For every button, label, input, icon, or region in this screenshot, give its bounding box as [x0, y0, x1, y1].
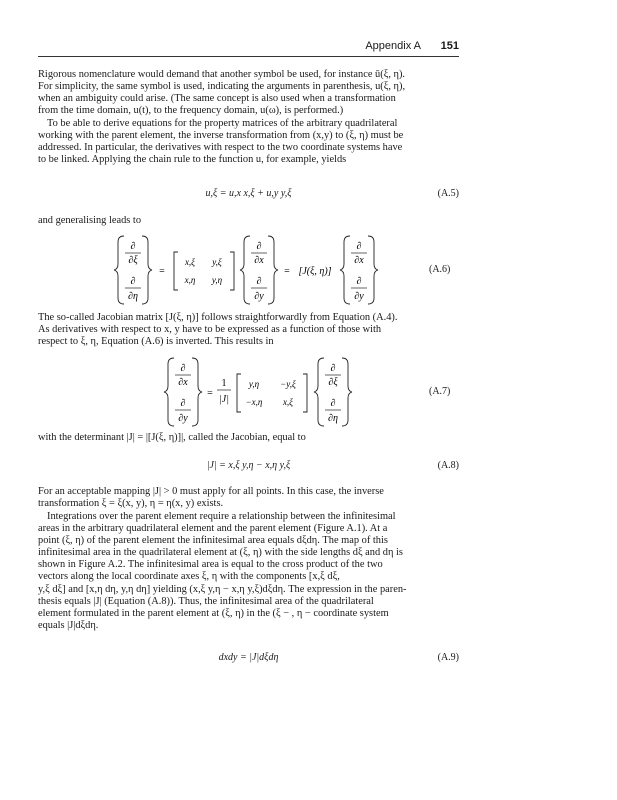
matrix-entry: x,ξ: [184, 257, 196, 267]
text-line: Integrations over the parent element require a relationship between the infinitesimal: [47, 511, 396, 522]
partial-xi: ∂ξ: [128, 255, 138, 266]
equation-a7: [160, 354, 380, 430]
matrix-entry: y,ξ: [212, 257, 222, 267]
text-line: For simplicity, the same symbol is used, indicating the arguments in parenthesis, u(ξ, η),: [38, 81, 406, 93]
text-line: respect to ξ, η, Equation (A.6) is inverted. This results in: [38, 336, 274, 348]
text-line: thesis equals |J| (Equation (A.8)). Thus, the infinitesimal area of the quadrilateral: [38, 595, 374, 607]
equation-number: (A.7): [429, 386, 451, 397]
partial-x: ∂x: [254, 255, 264, 266]
numerator-partial: ∂: [330, 398, 336, 409]
text-line: For an acceptable mapping |J| > 0 must apply for all points. In this case, the inverse: [38, 486, 384, 497]
paragraph-1: [38, 69, 459, 117]
partial-eta: ∂η: [328, 413, 338, 424]
matrix-entry: x,η: [184, 275, 196, 285]
paragraph-3: [38, 312, 459, 348]
text-line: To be able to derive equations for the property matrices of the arbitrary quadrilateral: [47, 118, 398, 129]
lead-in-a6: and generalising leads to: [38, 215, 142, 226]
equation-a9: [38, 652, 459, 666]
page-number: 151: [440, 40, 459, 52]
numerator-partial: ∂: [256, 276, 262, 287]
matrix-entry: x,ξ: [282, 397, 294, 407]
partial-y: ∂y: [254, 291, 264, 302]
numerator-partial: ∂: [130, 241, 136, 252]
lead-in-a8: with the determinant |J| = |[J(ξ, η)]|, called the Jacobian, equal to: [38, 432, 306, 443]
numerator-partial: ∂: [356, 276, 362, 287]
equation-a8: [38, 460, 459, 474]
text-line: areas in the arbitrary quadrilateral element and the parent element (Figure A.1). At a: [38, 523, 388, 535]
equation-a6: [110, 232, 400, 308]
numerator-partial: ∂: [180, 398, 186, 409]
matrix-entry: −y,ξ: [280, 379, 296, 389]
equation-number: (A.8): [437, 460, 459, 471]
text-line: shown in Figure A.2. The infinitesimal area is equal to the cross product of the two: [38, 559, 383, 571]
text-line: equals |J|dξdη.: [38, 619, 99, 631]
header-rule: [38, 56, 459, 57]
equals-sign: =: [207, 388, 213, 399]
matrix-entry: −x,η: [245, 397, 263, 407]
equation-a5: [38, 188, 459, 202]
equation-body: dxdy = |J|dξdη: [218, 652, 279, 663]
partial-y: ∂y: [178, 413, 188, 424]
text-line: working with the parent element, the inverse transformation from (x,y) to (ξ, η) must be: [38, 130, 404, 142]
fraction-denominator: |J|: [219, 394, 229, 405]
text-line: Rigorous nomenclature would demand that another symbol be used, for instance ū(ξ, η).: [38, 69, 406, 80]
paragraph-4: [38, 486, 459, 510]
equals-sign: =: [284, 266, 290, 277]
equation-number: (A.6): [429, 264, 451, 275]
partial-x: ∂x: [354, 255, 364, 266]
matrix-entry: y,η: [211, 275, 223, 285]
partial-y: ∂y: [354, 291, 364, 302]
numerator-partial: ∂: [356, 241, 362, 252]
text-line: to be linked. Applying the chain rule to the function u, for example, yields: [38, 154, 347, 166]
page-header: [38, 40, 459, 54]
text-line: from the time domain, u(t), to the frequency domain, u(ω), is performed.): [38, 105, 344, 117]
text-line: As derivatives with respect to x, y have to be expressed as a function of those with: [38, 324, 382, 336]
text-line: The so-called Jacobian matrix [J(ξ, η)] follows straightforwardly from Equation (A.4).: [38, 312, 398, 323]
text-line: transformation ξ = ξ(x, y), η = η(x, y) exists.: [38, 498, 224, 510]
numerator-partial: ∂: [330, 363, 336, 374]
numerator-partial: ∂: [256, 241, 262, 252]
equals-sign: =: [159, 266, 165, 277]
text-line: infinitesimal area in the quadrilateral element at (ξ, η) with the side lengths dξ and dη is: [38, 547, 403, 559]
equation-number: (A.9): [437, 652, 459, 663]
equation-body: |J| = x,ξ y,η − x,η y,ξ: [206, 460, 291, 471]
text-line: element formulated in the parent element at (ξ, η) in the (ξ − , η − coordinate system: [38, 607, 389, 619]
equation-number: (A.5): [437, 188, 459, 199]
equation-body: u,ξ = u,x x,ξ + u,y y,ξ: [205, 188, 292, 199]
text-line: addressed. In particular, the derivatives with respect to the two coordinate systems have: [38, 142, 403, 154]
text-line: vectors along the local coordinate axes ξ, η with the components [x,ξ dξ,: [38, 571, 340, 583]
running-head: Appendix A: [365, 40, 421, 52]
matrix-entry: y,η: [248, 379, 260, 389]
partial-xi: ∂ξ: [328, 377, 338, 388]
paragraph-2: [38, 118, 459, 166]
numerator-partial: ∂: [180, 363, 186, 374]
text-line: when an ambiguity could arise. (The same concept is also used when a transformation: [38, 93, 396, 105]
jacobian-matrix: [J(ξ, η)]: [298, 266, 332, 277]
paragraph-5: [38, 511, 459, 632]
numerator-partial: ∂: [130, 276, 136, 287]
text-line: y,ξ dξ] and [x,η dη, y,η dη] yielding (x,ξ y,η − x,η y,ξ)dξdη. The expression in the paren-: [38, 583, 407, 595]
text-line: point (ξ, η) of the parent element the infinitesimal area equals dξdη. The map of this: [38, 535, 388, 547]
partial-eta: ∂η: [128, 291, 138, 302]
fraction-numerator: 1: [221, 378, 227, 389]
partial-x: ∂x: [178, 377, 188, 388]
